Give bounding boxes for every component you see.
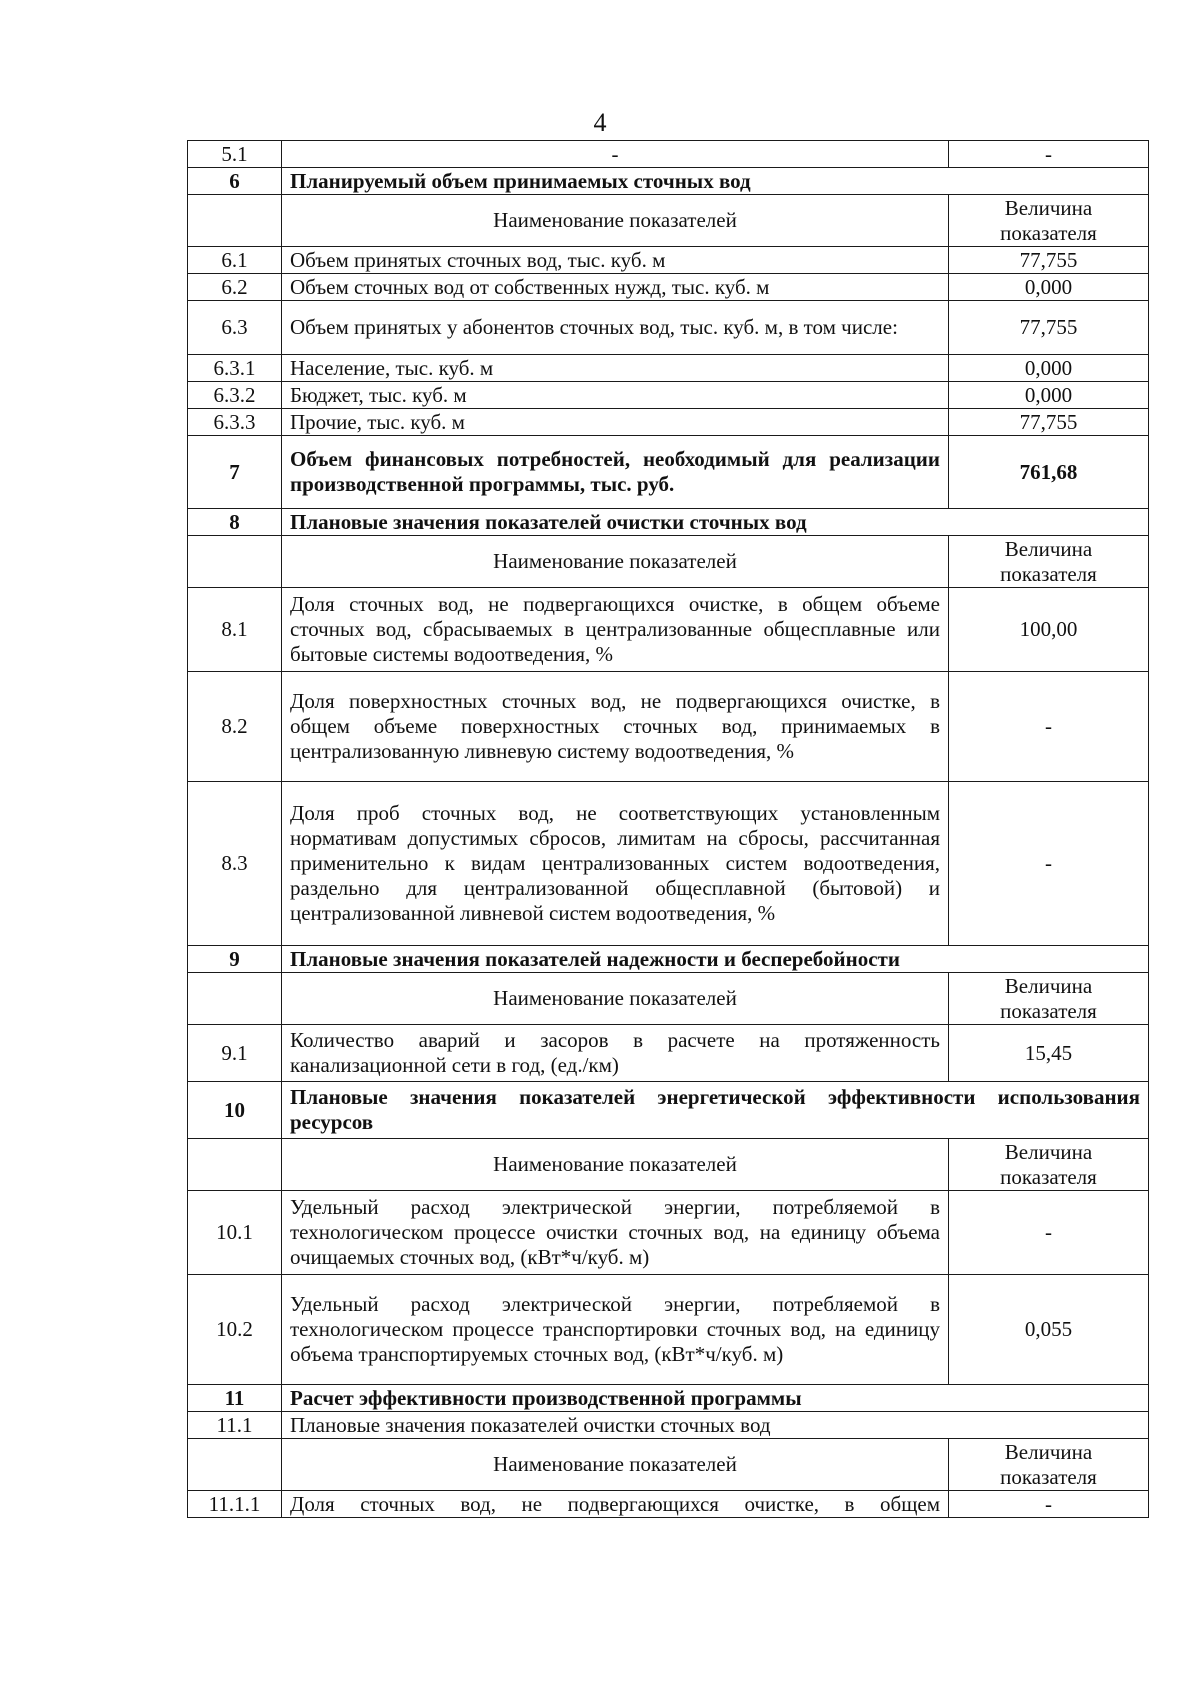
table-row bbox=[188, 1025, 1149, 1082]
section-title: Планируемый объем принимаемых сточных вод bbox=[282, 168, 1149, 195]
row-value: 0,000 bbox=[949, 382, 1149, 409]
section-number: 10 bbox=[188, 1082, 282, 1139]
section-number: 6 bbox=[188, 168, 282, 195]
row-value: - bbox=[949, 672, 1149, 782]
table-row bbox=[188, 1491, 1149, 1518]
table-row bbox=[188, 409, 1149, 436]
table-row bbox=[188, 141, 1149, 168]
row-text: Удельный расход электрической энергии, потребляемой в технологическом процессе очистки сточных вод, на единицу объема очищаемых сточных вод, (кВт*ч/куб. м) bbox=[282, 1191, 949, 1275]
table-header-row bbox=[188, 195, 1149, 247]
row-number: 10.2 bbox=[188, 1275, 282, 1385]
header-name: Наименование показателей bbox=[282, 536, 949, 588]
row-number: 6.3.2 bbox=[188, 382, 282, 409]
table-row bbox=[188, 1412, 1149, 1439]
row-text: Объем принятых у абонентов сточных вод, тыс. куб. м, в том числе: bbox=[282, 301, 949, 355]
table-row bbox=[188, 382, 1149, 409]
row-text: Доля сточных вод, не подвергающихся очистке, в общем объеме сточных вод, сбрасываемых в централизованные общесплавные или бытовые системы водоотведения, % bbox=[282, 588, 949, 672]
table-row bbox=[188, 355, 1149, 382]
row-number: 7 bbox=[188, 436, 282, 509]
row-number: 8.1 bbox=[188, 588, 282, 672]
row-value: 761,68 bbox=[949, 436, 1149, 509]
header-empty-cell bbox=[188, 973, 282, 1025]
row-value: 0,000 bbox=[949, 355, 1149, 382]
row-text: Доля проб сточных вод, не соответствующих установленным нормативам допустимых сбросов, лимитам на сбросы, рассчитанная применительно к видам централизованных систем водоотведения, раздельно для централизованной общесплавной (бытовой) и централизованной ливневой систем водоотведения, % bbox=[282, 782, 949, 946]
row-text: Население, тыс. куб. м bbox=[282, 355, 949, 382]
row-value: 15,45 bbox=[949, 1025, 1149, 1082]
header-value: Величина показателя bbox=[949, 973, 1149, 1025]
row-value: - bbox=[949, 782, 1149, 946]
page-number: 4 bbox=[593, 108, 607, 137]
section-title: Плановые значения показателей очистки сточных вод bbox=[282, 509, 1149, 536]
section-row bbox=[188, 1385, 1149, 1412]
row-number: 6.2 bbox=[188, 274, 282, 301]
row-value: 77,755 bbox=[949, 247, 1149, 274]
section-number: 8 bbox=[188, 509, 282, 536]
header-name: Наименование показателей bbox=[282, 195, 949, 247]
section-row bbox=[188, 1082, 1149, 1139]
table-row bbox=[188, 274, 1149, 301]
row-value: 77,755 bbox=[949, 409, 1149, 436]
row-text: Удельный расход электрической энергии, потребляемой в технологическом процессе транспортировки сточных вод, на единицу объема транспортируемых сточных вод, (кВт*ч/куб. м) bbox=[282, 1275, 949, 1385]
row-text: Количество аварий и засоров в расчете на протяженность канализационной сети в год, (ед./км) bbox=[282, 1025, 949, 1082]
table-header-row bbox=[188, 1439, 1149, 1491]
table-row bbox=[188, 247, 1149, 274]
section-row bbox=[188, 946, 1149, 973]
row-value: 100,00 bbox=[949, 588, 1149, 672]
row-number: 11.1.1 bbox=[188, 1491, 282, 1518]
header-value: Величина показателя bbox=[949, 536, 1149, 588]
row-number: 6.3.3 bbox=[188, 409, 282, 436]
header-empty-cell bbox=[188, 1139, 282, 1191]
section-title: Расчет эффективности производственной программы bbox=[282, 1385, 1149, 1412]
header-empty-cell bbox=[188, 536, 282, 588]
header-name: Наименование показателей bbox=[282, 1139, 949, 1191]
row-number: 8.2 bbox=[188, 672, 282, 782]
row-number: 9.1 bbox=[188, 1025, 282, 1082]
row-text: Объем сточных вод от собственных нужд, тыс. куб. м bbox=[282, 274, 949, 301]
row-number: 6.1 bbox=[188, 247, 282, 274]
row-text: Объем финансовых потребностей, необходимый для реализации производственной программы, тыс. руб. bbox=[282, 436, 949, 509]
row-number: 8.3 bbox=[188, 782, 282, 946]
header-value: Величина показателя bbox=[949, 1139, 1149, 1191]
header-empty-cell bbox=[188, 195, 282, 247]
header-name: Наименование показателей bbox=[282, 1439, 949, 1491]
row-value: - bbox=[949, 141, 1149, 168]
table-row bbox=[188, 588, 1149, 672]
table-row bbox=[188, 301, 1149, 355]
header-value: Величина показателя bbox=[949, 1439, 1149, 1491]
indicators-table bbox=[187, 140, 1149, 1518]
row-text: - bbox=[282, 141, 949, 168]
section-title: Плановые значения показателей надежности и бесперебойности bbox=[282, 946, 1149, 973]
section-number: 11 bbox=[188, 1385, 282, 1412]
row-number: 6.3 bbox=[188, 301, 282, 355]
header-empty-cell bbox=[188, 1439, 282, 1491]
row-number: 11.1 bbox=[188, 1412, 282, 1439]
section-row bbox=[188, 168, 1149, 195]
table-header-row bbox=[188, 536, 1149, 588]
row-value: 77,755 bbox=[949, 301, 1149, 355]
table-row bbox=[188, 436, 1149, 509]
section-row bbox=[188, 509, 1149, 536]
row-number: 10.1 bbox=[188, 1191, 282, 1275]
table-header-row bbox=[188, 1139, 1149, 1191]
row-value: - bbox=[949, 1491, 1149, 1518]
row-text: Бюджет, тыс. куб. м bbox=[282, 382, 949, 409]
section-number: 9 bbox=[188, 946, 282, 973]
row-text: Доля поверхностных сточных вод, не подвергающихся очистке, в общем объеме поверхностных сточных вод, принимаемых в централизованную ливневую систему водоотведения, % bbox=[282, 672, 949, 782]
row-text: Объем принятых сточных вод, тыс. куб. м bbox=[282, 247, 949, 274]
table-row bbox=[188, 1275, 1149, 1385]
row-value: 0,055 bbox=[949, 1275, 1149, 1385]
table-row bbox=[188, 1191, 1149, 1275]
table-header-row bbox=[188, 973, 1149, 1025]
row-number: 6.3.1 bbox=[188, 355, 282, 382]
row-value: - bbox=[949, 1191, 1149, 1275]
row-text: Прочие, тыс. куб. м bbox=[282, 409, 949, 436]
row-number: 5.1 bbox=[188, 141, 282, 168]
table-row bbox=[188, 782, 1149, 946]
row-text: Доля сточных вод, не подвергающихся очистке, в общем bbox=[282, 1491, 949, 1518]
row-value: 0,000 bbox=[949, 274, 1149, 301]
header-value: Величина показателя bbox=[949, 195, 1149, 247]
header-name: Наименование показателей bbox=[282, 973, 949, 1025]
row-text: Плановые значения показателей очистки сточных вод bbox=[282, 1412, 1149, 1439]
section-title: Плановые значения показателей энергетической эффективности использования ресурсов bbox=[282, 1082, 1149, 1139]
table-row bbox=[188, 672, 1149, 782]
